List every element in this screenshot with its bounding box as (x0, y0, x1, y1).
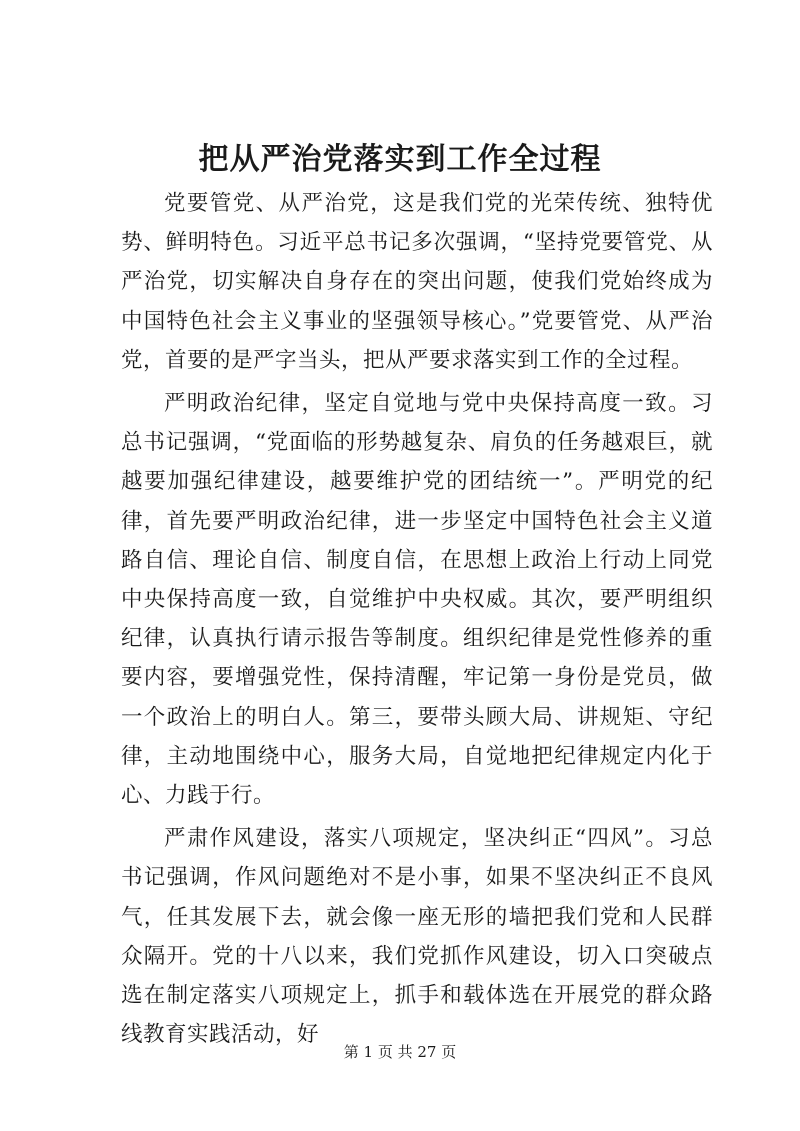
paragraph-2: 严明政治纪律，坚定自觉地与党中央保持高度一致。习总书记强调，“党面临的形势越复杂、肩负的任务越艰巨，就越要加强纪律建设，越要维护党的团结统一”。严明党的纪律，首先要严明政治纪律，进一步坚定中国特色社会主义道路自信、理论自信、制度自信，在思想上政治上行动上同党中央保持高度一致，自觉维护中央权威。其次，要严明组织纪律，认真执行请示报告等制度。组织纪律是党性修养的重要内容，要增强党性，保持清醒，牢记第一身份是党员，做一个政治上的明白人。第三，要带头顾大局、讲规矩、守纪律，主动地围绕中心，服务大局，自觉地把纪律规定内化于心、力践于行。 (121, 391, 713, 809)
paragraph-1: 党要管党、从严治党，这是我们党的光荣传统、独特优势、鲜明特色。习近平总书记多次强调，“坚持党要管党、从严治党，切实解决自身存在的突出问题，使我们党始终成为中国特色社会主义事业的坚强领导核心。”党要管党、从严治党，首要的是严字当头，把从严要求落实到工作的全过程。 (121, 191, 713, 373)
page-number-footer: 第 1 页 共 27 页 (343, 1043, 457, 1061)
paragraph-3: 严肃作风建设，落实八项规定，坚决纠正“四风”。习总书记强调，作风问题绝对不是小事，如果不坚决纠正不良风气，任其发展下去，就会像一座无形的墙把我们党和人民群众隔开。党的十八以来，我们党抓作风建设，切入口突破点选在制定落实八项规定上，抓手和载体选在开展党的群众路线教育实践活动，好 (121, 826, 713, 1048)
document-body (121, 184, 713, 1058)
document-title: 把从严治党落实到工作全过程 (198, 142, 602, 177)
